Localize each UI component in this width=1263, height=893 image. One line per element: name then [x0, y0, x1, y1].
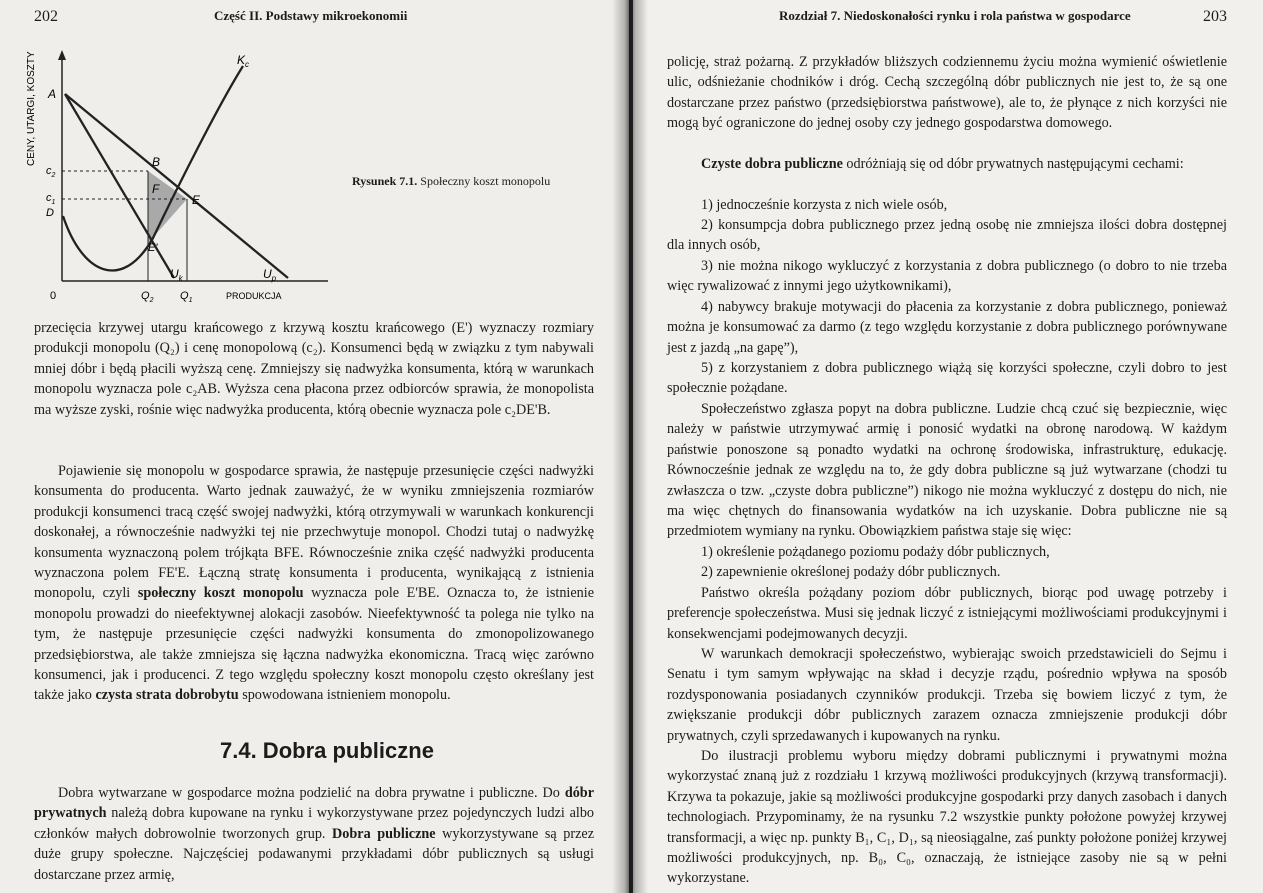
figure-caption-text: Społeczny koszt monopolu — [420, 174, 551, 188]
origin-label: 0 — [50, 290, 57, 302]
list2-item-1: 1) określenie pożądanego poziomu podaży dóbr publicznych, — [701, 544, 1050, 560]
bold-private-goods: dóbr prywatnych — [34, 785, 594, 822]
q1-label: $Q_1$ — [180, 290, 193, 304]
right-paragraph-1: policję, straż pożarną. Z przykładów bliższych codziennemu życiu można wymienić oświetlenie ulic, odśnieżanie chodników i dróg. Cechą szczególną dóbr publicznych nie jest to, że są one dostarczane przez państwo (przedsiębiorstwa państwowe), ale to, że płynące z nich korzyści nie mogą być ograniczone do jednej osoby czy jednego gospodarstwa domowego. — [667, 54, 1227, 132]
right-paragraph-4: Państwo określa pożądany poziom dóbr publicznych, biorąc pod uwagę potrzeby i preferencje społeczeństwa. Musi się jednak liczyć z istniejącymi możliwościami produkcyjnymi i konsekwencjami podejmowanych decyzji. — [667, 585, 1227, 642]
bold-public-goods: Dobra publiczne — [332, 825, 436, 842]
list-item-4: 4) nabywcy brakuje motywacji do płacenia za korzystanie z dobra publicznego, ponieważ można je konsumować za darmo (z tego względu korzystanie z dobra publicznego porównywane jest z jazdą „na gapę”), — [667, 299, 1227, 356]
point-f-label: F — [152, 182, 160, 196]
left-paragraph-2: Pojawienie się monopolu w gospodarce sprawia, że następuje przesunięcie części nadwyżki konsumenta do producenta. Warto jednak zauważyć, że w wyniku zmniejszenia rozmiarów produkcji konsumenci tracą część swojej nadwyżki, którą otrzymywali w warunkach konkurencji doskonałej, a równocześnie nadwyżki tej nie przechwytuje monopol. Chodzi tutaj o nadwyżkę konsumenta wyznaczoną polem trójkąta BFE. Równocześnie znika część nadwyżki producenta wyznaczona polem FE'E. Łączną stratę konsumenta i producenta, wynikającą z istnienia monopolu, czyli społeczny koszt monopolu wyznacza pole E'BE. Oznacza to, że istnienie monopolu prowadzi do nieefektywnej alokacji zasobów. Nieefektywność ta polega nie tylko na tym, że następuje przesunięcie części nadwyżki konsumenta do zmonopolizowanego przedsiębiorstwa, ale także zmniejsza się łączna nadwyżka ekonomiczna. Tracą więc zarówno konsumenci, jak i producenci. Z tego względu społeczny koszt monopolu często określany jest także jako czysta strata dobrobytu spowodowana istnieniem monopolu. — [34, 463, 594, 704]
section-title: 7.4. Dobra publiczne — [220, 738, 434, 763]
list-item-5: 5) z korzystaniem z dobra publicznego wiążą się korzyści społeczne, czyli dobro to jest społecznie pożądane. — [667, 360, 1227, 397]
c1-label: $c_1$ — [46, 192, 56, 206]
right-page-header — [779, 8, 1227, 25]
left-page-number: 202 — [34, 8, 58, 25]
figure-caption-label: Rysunek 7.1. — [352, 174, 418, 188]
point-b-label: B — [152, 155, 161, 169]
bold-pure-public-goods: Czyste dobra publiczne — [701, 156, 843, 172]
bold-deadweight-loss: czysta strata dobrobytu — [95, 687, 239, 704]
curve-uk-label: $U_k$ — [170, 267, 183, 283]
bold-social-cost: społeczny koszt monopolu — [137, 585, 304, 602]
left-running-head: Część II. Podstawy mikroekonomii — [214, 8, 408, 23]
left-page-header — [34, 8, 408, 26]
right-paragraph-3: Społeczeństwo zgłasza popyt na dobra publiczne. Ludzie chcą czuć się bezpiecznie, więc należy w państwie utrzymywać armię i ponosić wydatki na obronę narodową. W każdym państwie ponoszone są ponadto wydatki na ochronę środowiska, infrastrukturę, edukację. Równocześnie jednak ze względu na to, że gdy dobra publiczne są już wytwarzane (chodzi tu zwłaszcza o tzw. „czyste dobra publiczne”) nikogo nie można wykluczyć z dostępu do nich, nie ma więc chętnych do finansowania wydatków na ich uzyskanie. Dobra publiczne nie są przedmiotem wymiany na rynku. Obowiązkiem państwa staje się więc: — [667, 401, 1227, 540]
c2-label: $c_2$ — [46, 165, 56, 179]
x-axis-label: PRODUKCJA — [226, 291, 282, 301]
right-page-number: 203 — [1203, 8, 1227, 25]
right-page — [633, 0, 1263, 893]
q2-label: $Q_2$ — [141, 290, 154, 304]
point-a-label: A — [48, 87, 57, 101]
left-page — [0, 0, 629, 893]
right-paragraph-6: Do ilustracji problemu wyboru między dobrami publicznymi i prywatnymi można wykorzystać znaną już z rozdziału 1 krzywą możliwości produkcyjnych (krzywą transformacji). Krzywa ta pokazuje, jakie są możliwości produkcyjne gospodarki przy danych zasobach i danych technologiach. Przypominamy, że na rysunku 7.2 wszystkie punkty położone powyżej krzywej transformacji, a więc np. punkty B₁, C₁, D₁, są nieosiągalne, zaś punkty położone poniżej krzywej możliwości produkcyjnych, np. B₀, C₀, oznaczają, że istniejące zasoby nie są w pełni wykorzystane. — [667, 748, 1227, 887]
list-item-2: 2) konsumpcja dobra publicznego przez jedną osobę nie zmniejsza ilości dobra dostępnej dla innych osób, — [667, 217, 1227, 254]
y-axis-arrow — [58, 50, 66, 60]
y-axis-label: CENY, UTARGI, KOSZTY — [26, 51, 37, 166]
right-paragraph-5: W warunkach demokracji społeczeństwo, wybierając swoich przedstawicieli do Sejmu i Senatu i tym samym wpływając na skład i decyzje rządu, pośrednio wpływa na sposób rozdysponowania posiadanych czynników produkcji. Trzeba się bowiem liczyć z tym, że zwiększanie produkcji dóbr publicznych zarazem oznacza zmniejszenie produkcji dóbr prywatnych, czyli sprzedawanych i kupowanych na rynku. — [667, 646, 1227, 744]
d-label: D — [46, 207, 54, 219]
list2-item-2: 2) zapewnienie określonej podaży dóbr publicznych. — [701, 564, 1001, 580]
curve-up-label: $U_p$ — [263, 267, 277, 283]
curve-kc-label: $K_c$ — [237, 53, 250, 69]
list-item-1: 1) jednocześnie korzysta z nich wiele osób, — [701, 197, 948, 213]
demand-curve-up — [65, 94, 288, 278]
right-paragraph-2: Czyste dobra publiczne odróżniają się od dóbr prywatnych następującymi cechami: — [701, 156, 1184, 172]
left-paragraph-3: Dobra wytwarzane w gospodarce można podzielić na dobra prywatne i publiczne. Do dóbr prywatnych należą dobra kupowane na rynku i wykorzystywane przez pojedynczych ludzi albo członków małych dobrowolnie tworzonych grup. Dobra publiczne wykorzystywane są przez duże grupy społeczne. Najczęściej podawanymi przykładami dóbr publicznych są usługi dostarczane przez armię, — [34, 785, 595, 883]
figure-social-cost-monopoly — [28, 46, 358, 316]
left-paragraph-1: przecięcia krzywej utargu krańcowego z krzywą kosztu krańcowego (E') wyznaczy rozmiary produkcji monopolu (Q₂) i cenę monopolową (c₂). Konsumenci będą w związku z tym nabywali mniej dóbr i będą płacili wyższą cenę. Zmniejszy się nadwyżka konsumenta, którą w warunkach monopolu wyznacza pole c₂AB. Wyższa cena płacona przez odbiorców sprawia, że monopolista ma wyższe zyski, rośnie więc nadwyżka producenta, którą obecnie wyznacza pole c₂DE'B. — [34, 320, 594, 418]
point-e1-label: E' — [148, 242, 158, 254]
list-item-3: 3) nie można nikogo wykluczyć z korzystania z dobra publicznego (o dobro to nie trzeba więc rywalizować z innymi jego użytkownikami), — [667, 258, 1227, 295]
figure-caption — [352, 174, 550, 189]
right-running-head: Rozdział 7. Niedoskonałości rynku i rola państwa w gospodarce — [779, 8, 1131, 23]
point-e-label: E — [192, 193, 201, 207]
